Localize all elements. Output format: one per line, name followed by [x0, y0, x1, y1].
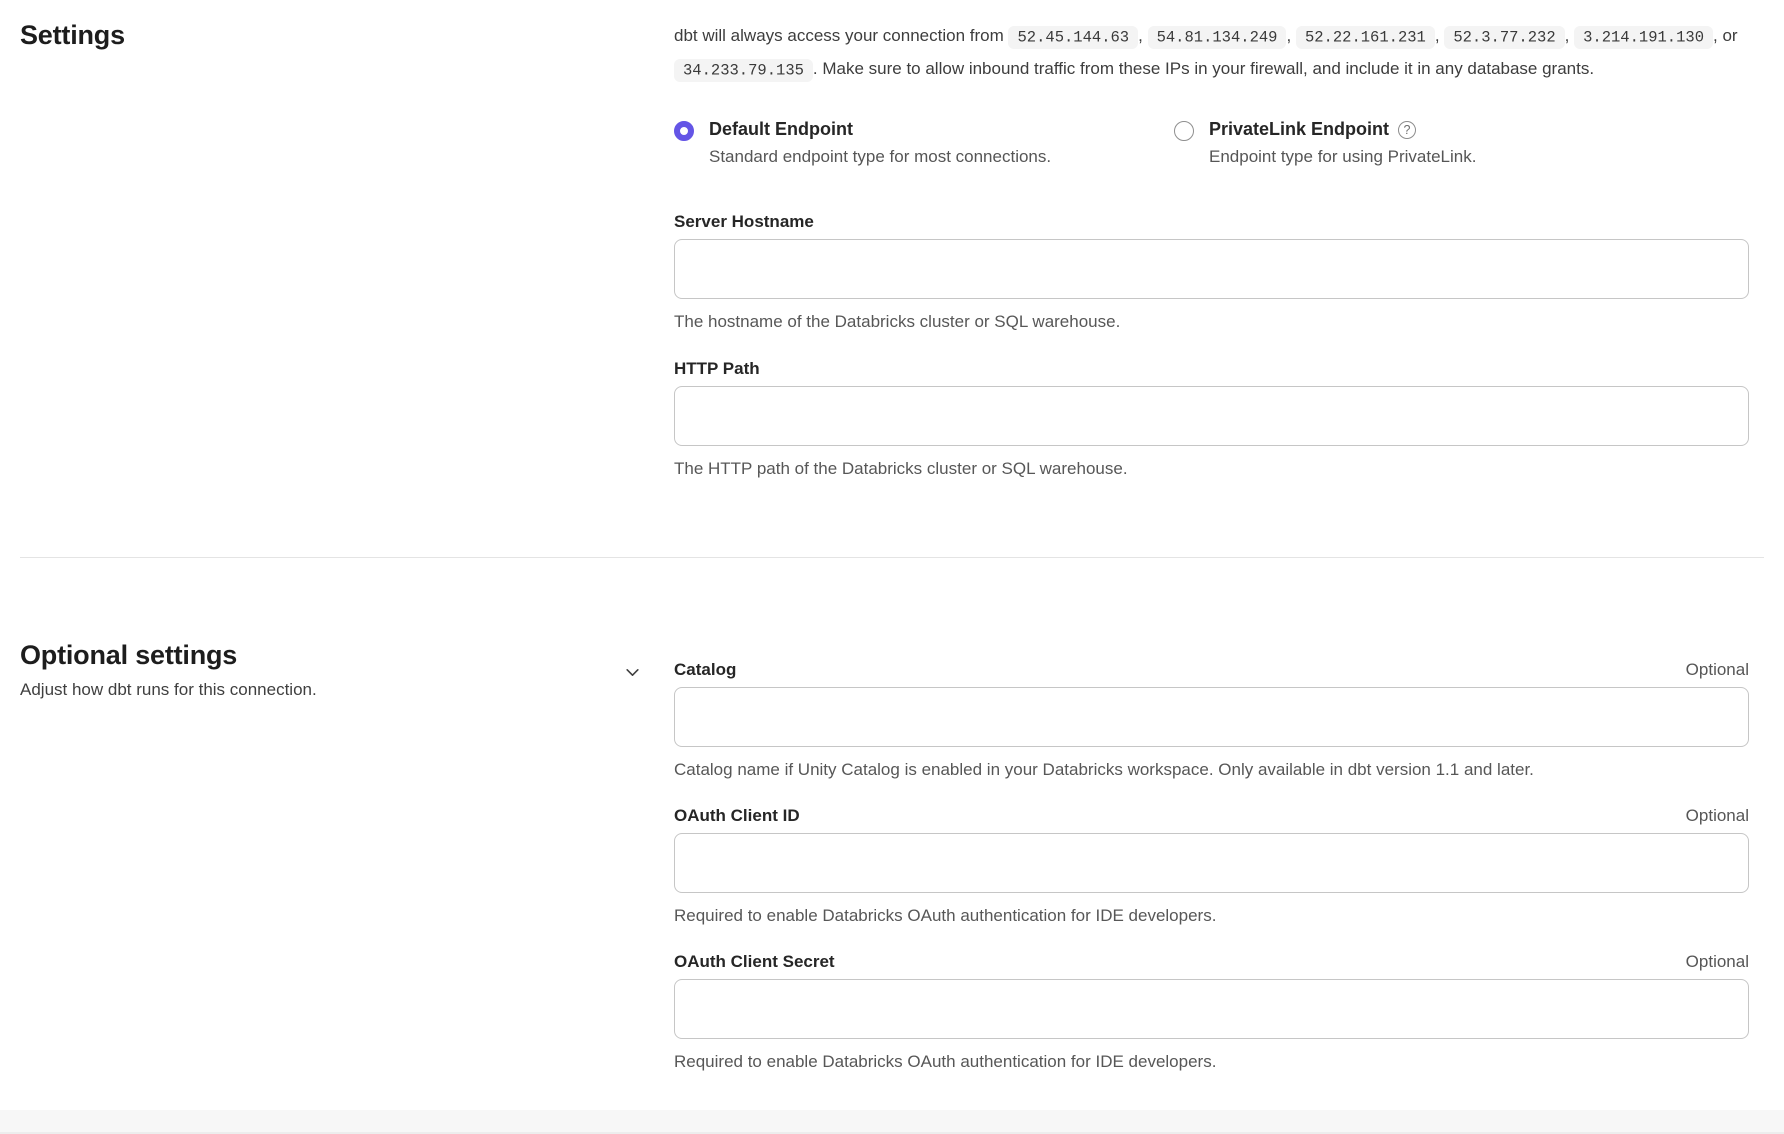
endpoint-type-radio-group: [674, 119, 1749, 167]
optional-settings-form: [674, 660, 1784, 1072]
ip-badge: 34.233.79.135: [674, 59, 813, 82]
server-hostname-label: Server Hostname: [674, 212, 814, 231]
default-endpoint-description: Standard endpoint type for most connections.: [709, 147, 1052, 166]
catalog-optional-tag: Optional: [1685, 660, 1749, 679]
optional-settings-subtitle: Adjust how dbt runs for this connection.: [20, 680, 317, 699]
catalog-helper: Catalog name if Unity Catalog is enabled in your Databricks workspace. Only available in dbt version 1.1 and later.: [674, 760, 1534, 779]
oauth-client-id-helper: Required to enable Databricks OAuth authentication for IDE developers.: [674, 906, 1217, 925]
ip-allowlist-text: dbt will always access your connection from 52.45.144.63 , 54.81.134.249 , 52.22.161.231 , 52.3.77.232 , 3.214.191.130 , or 34.233.79.135 . Make sure to allow inbound traffic from these IPs in your firewall, and include it in any database grants.: [674, 20, 1749, 86]
ip-badge: 3.214.191.130: [1574, 26, 1713, 49]
http-path-helper: The HTTP path of the Databricks cluster or SQL warehouse.: [674, 459, 1128, 478]
http-path-field: [674, 359, 1749, 479]
optional-settings-section: [0, 558, 1784, 1072]
page-title: Settings: [20, 20, 125, 50]
privatelink-endpoint-label: [1209, 119, 1476, 140]
catalog-field: [674, 660, 1749, 780]
catalog-input[interactable]: [674, 687, 1749, 747]
server-hostname-input[interactable]: [674, 239, 1749, 299]
collapse-section-button[interactable]: [624, 664, 641, 681]
privatelink-endpoint-option[interactable]: [1174, 119, 1476, 167]
optional-settings-title: Optional settings: [20, 640, 238, 670]
footer-band: [0, 1110, 1784, 1134]
oauth-client-id-label: OAuth Client ID: [674, 806, 800, 825]
ip-badge: 52.22.161.231: [1296, 26, 1435, 49]
oauth-client-secret-field: [674, 952, 1749, 1072]
http-path-label: HTTP Path: [674, 359, 760, 378]
oauth-client-secret-helper: Required to enable Databricks OAuth authentication for IDE developers.: [674, 1052, 1217, 1071]
oauth-client-secret-input[interactable]: [674, 979, 1749, 1039]
optional-settings-heading-block: [20, 640, 317, 700]
chevron-down-icon: [624, 669, 641, 684]
default-endpoint-radio[interactable]: [674, 121, 694, 141]
ip-badge: 52.45.144.63: [1008, 26, 1138, 49]
ip-badge: 54.81.134.249: [1148, 26, 1287, 49]
optional-settings-header: [0, 640, 674, 1072]
server-hostname-helper: The hostname of the Databricks cluster or SQL warehouse.: [674, 312, 1121, 331]
help-icon[interactable]: ?: [1398, 121, 1416, 139]
catalog-label: Catalog: [674, 660, 737, 679]
settings-section: [0, 0, 1784, 479]
oauth-client-id-optional-tag: Optional: [1685, 806, 1749, 825]
default-endpoint-label: Default Endpoint: [709, 119, 853, 139]
default-endpoint-option[interactable]: [674, 119, 1174, 167]
http-path-input[interactable]: [674, 386, 1749, 446]
settings-form: [674, 20, 1784, 479]
server-hostname-field: [674, 212, 1749, 332]
privatelink-endpoint-texts: [1209, 119, 1476, 167]
oauth-client-secret-label: OAuth Client Secret: [674, 952, 835, 971]
settings-section-header: [0, 20, 674, 479]
privatelink-endpoint-description: Endpoint type for using PrivateLink.: [1209, 147, 1477, 166]
default-endpoint-texts: [709, 119, 1051, 167]
oauth-client-id-input[interactable]: [674, 833, 1749, 893]
ip-badge: 52.3.77.232: [1444, 26, 1564, 49]
privatelink-endpoint-label-text: PrivateLink Endpoint: [1209, 119, 1390, 139]
oauth-client-id-field: [674, 806, 1749, 926]
oauth-client-secret-optional-tag: Optional: [1685, 952, 1749, 971]
privatelink-endpoint-radio[interactable]: [1174, 121, 1194, 141]
